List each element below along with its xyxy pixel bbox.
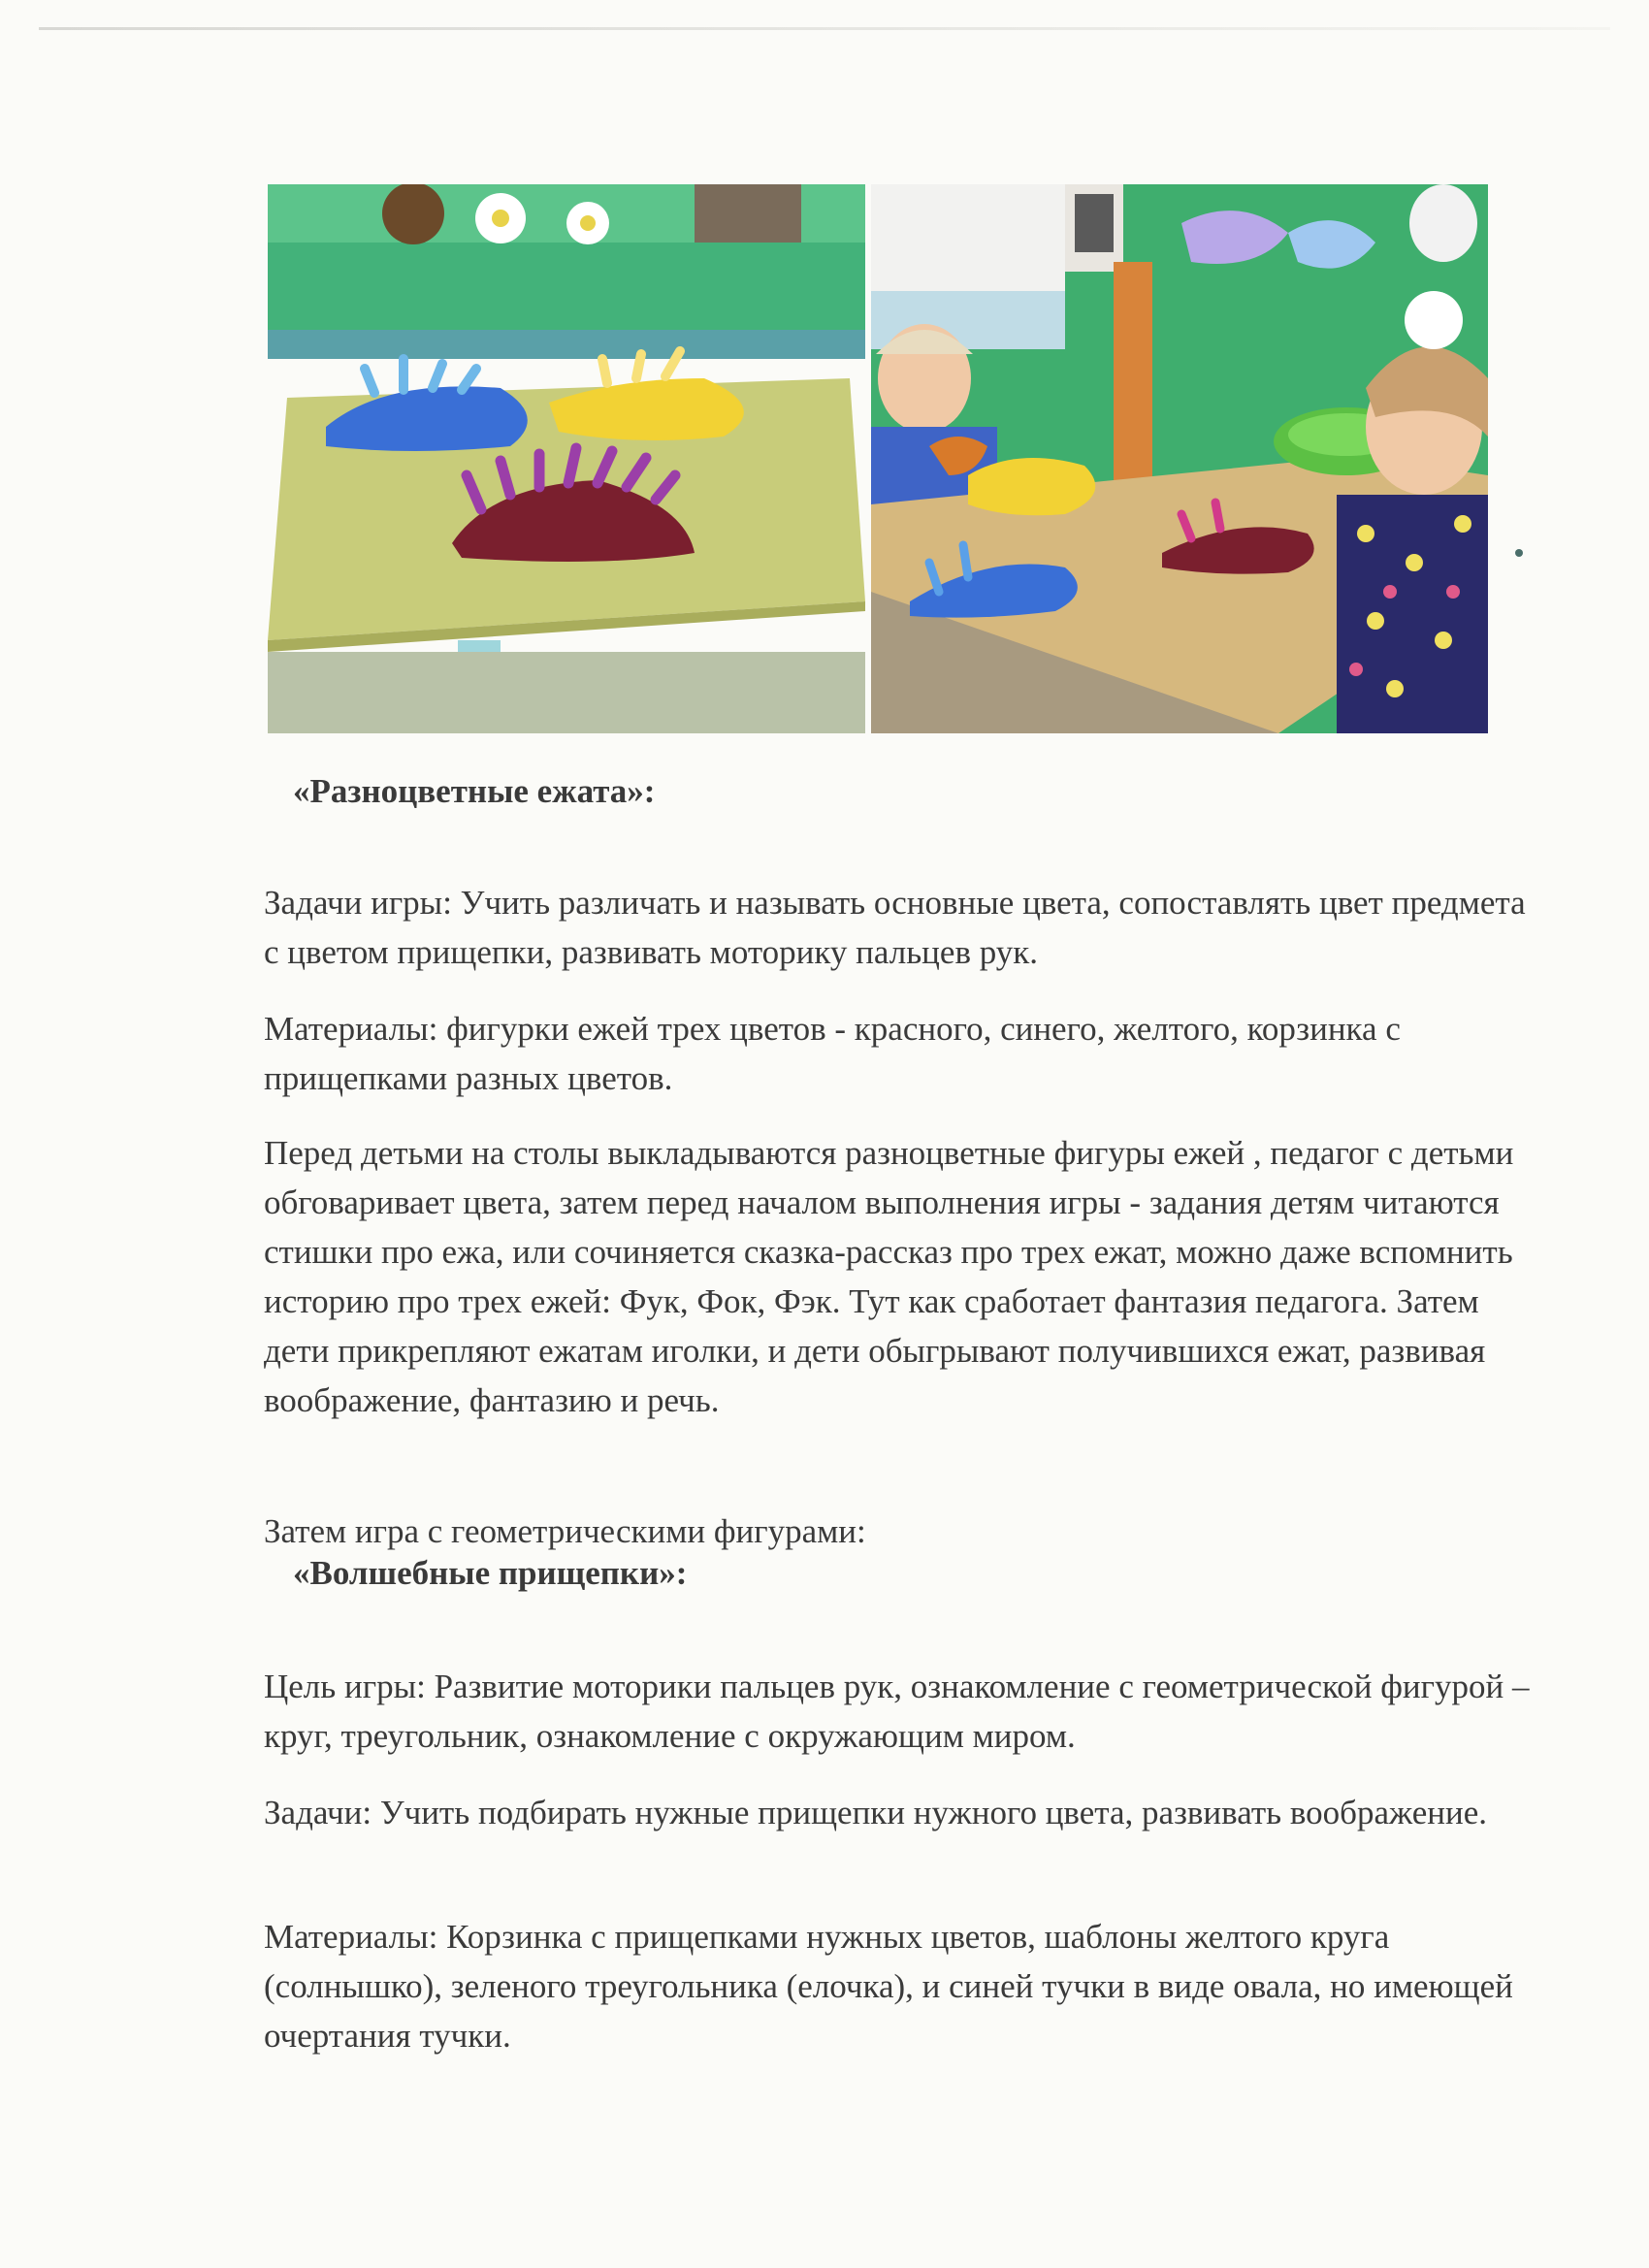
section1-description: Перед детьми на столы выкладываются разноцветные фигуры ежей , педагог с детьми обговаривает цвета, затем перед началом выполнения игры - задания детям читаются стишки про ежа, или сочиняется сказка-рассказ про трех ежат, можно даже вспомнить историю про трех ежей: Фук, Фок, Фэк. Тут как сработает фантазия педагога. Затем дети прикрепляют ежатам иголки, и дети обыгрывают получившихся ежат, развивая воображение, фантазию и речь.: [264, 1134, 1514, 1419]
section1-tasks: Задачи игры: Учить различать и называть основные цвета, сопоставлять цвет предмета с цветом прищепки, развивать моторику пальцев рук.: [264, 884, 1526, 971]
photo-row: [268, 184, 1488, 733]
section1-transition: Затем игра с геометрическими фигурами:: [264, 1512, 866, 1550]
section2-tasks: Задачи: Учить подбирать нужные прищепки нужного цвета, развивать воображение.: [264, 1794, 1487, 1831]
section1-materials: Материалы: фигурки ежей трех цветов - красного, синего, желтого, корзинка с прищепками разных цветов.: [264, 1010, 1401, 1097]
children-playing-photo-icon: [871, 184, 1488, 733]
scan-edge: [39, 27, 1610, 30]
scan-speck: [1515, 549, 1523, 557]
hedgehog-craft-photo: [268, 184, 865, 733]
section2-materials: Материалы: Корзинка с прищепками нужных цветов, шаблоны желтого круга (солнышко), зеленого треугольника (елочка), и синей тучки в виде овала, но имеющей очертания тучки.: [264, 1918, 1513, 2055]
children-playing-photo: [871, 184, 1488, 733]
section2-title: «Волшебные прищепки»:: [293, 1554, 688, 1592]
section1-title: «Разноцветные ежата»:: [293, 772, 656, 810]
section2-goal: Цель игры: Развитие моторики пальцев рук, ознакомление с геометрической фигурой – круг, треугольник, ознакомление с окружающим миром.: [264, 1668, 1530, 1755]
hedgehog-craft-photo-icon: [268, 184, 865, 733]
